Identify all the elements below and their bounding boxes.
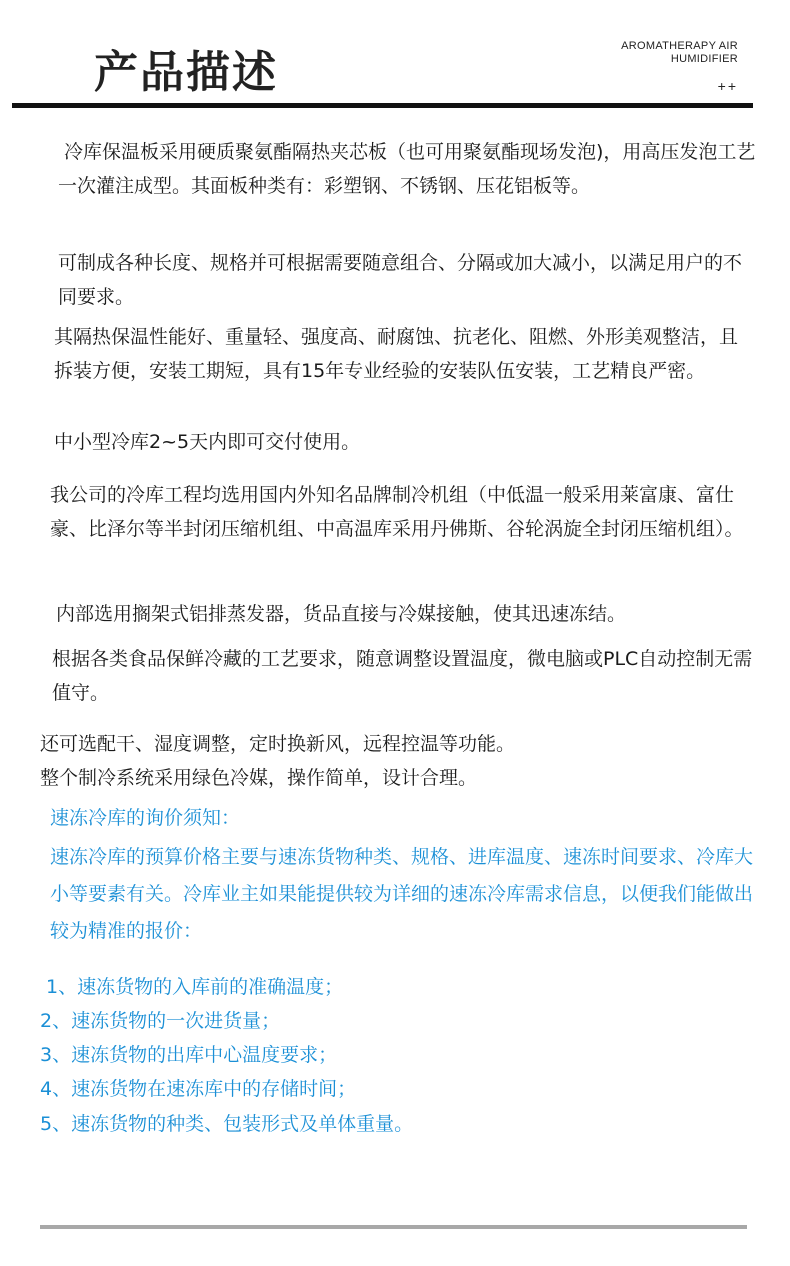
inquiry-item-5: 5、速冻货物的种类、包装形式及单体重量。: [40, 1113, 414, 1135]
paragraph-panel-material: 冷库保温板采用硬质聚氨酯隔热夹芯板（也可用聚氨酯现场发泡)，用高压发泡工艺一次灌注成型。其面板种类有：彩塑钢、不锈钢、压花铝板等。: [58, 141, 756, 197]
brand-line-2: HUMIDIFIER: [670, 53, 738, 65]
paragraph-custom-size: 可制成各种长度、规格并可根据需要随意组合、分隔或加大减小，以满足用户的不同要求。: [58, 252, 743, 308]
inquiry-intro: 速冻冷库的预算价格主要与速冻货物种类、规格、进库温度、速冻时间要求、冷库大小等要素有关。冷库业主如果能提供较为详细的速冻冷库需求信息，以便我们能做出较为精准的报价：: [50, 846, 754, 942]
paragraph-evaporator: 内部选用搁架式铝排蒸发器，货品直接与冷媒接触，使其迅速冻结。: [56, 603, 627, 625]
brand-label: [621, 40, 738, 66]
inquiry-item-2: 2、速冻货物的一次进货量；: [40, 1010, 281, 1032]
brand-line-1: AROMATHERAPY AIR: [621, 40, 738, 52]
page-title: 产品描述: [94, 47, 278, 98]
inquiry-heading: 速冻冷库的询价须知：: [50, 807, 241, 829]
header-divider: [12, 103, 753, 108]
footer-divider: [40, 1225, 747, 1229]
paragraph-delivery: 中小型冷库2~5天内即可交付使用。: [54, 431, 361, 453]
plus-marks: ++: [717, 78, 738, 94]
inquiry-item-3: 3、速冻货物的出库中心温度要求；: [40, 1044, 338, 1066]
inquiry-item-1: 1、速冻货物的入库前的准确温度；: [46, 976, 344, 998]
inquiry-item-4: 4、速冻货物在速冻库中的存储时间；: [40, 1078, 357, 1100]
paragraph-compressor: 我公司的冷库工程均选用国内外知名品牌制冷机组（中低温一般采用莱富康、富仕豪、比泽尔等半封闭压缩机组、中高温库采用丹佛斯、谷轮涡旋全封闭压缩机组）。: [50, 484, 744, 540]
paragraph-options: 还可选配干、湿度调整，定时换新风，远程控温等功能。: [40, 733, 516, 755]
paragraph-insulation: 其隔热保温性能好、重量轻、强度高、耐腐蚀、抗老化、阻燃、外形美观整洁，且拆装方便，安装工期短，具有15年专业经验的安装队伍安装，工艺精良严密。: [54, 326, 739, 382]
paragraph-control: 根据各类食品保鲜冷藏的工艺要求，随意调整设置温度，微电脑或PLC自动控制无需值守。: [52, 648, 753, 704]
paragraph-refrigerant: 整个制冷系统采用绿色冷媒，操作简单，设计合理。: [40, 767, 478, 789]
